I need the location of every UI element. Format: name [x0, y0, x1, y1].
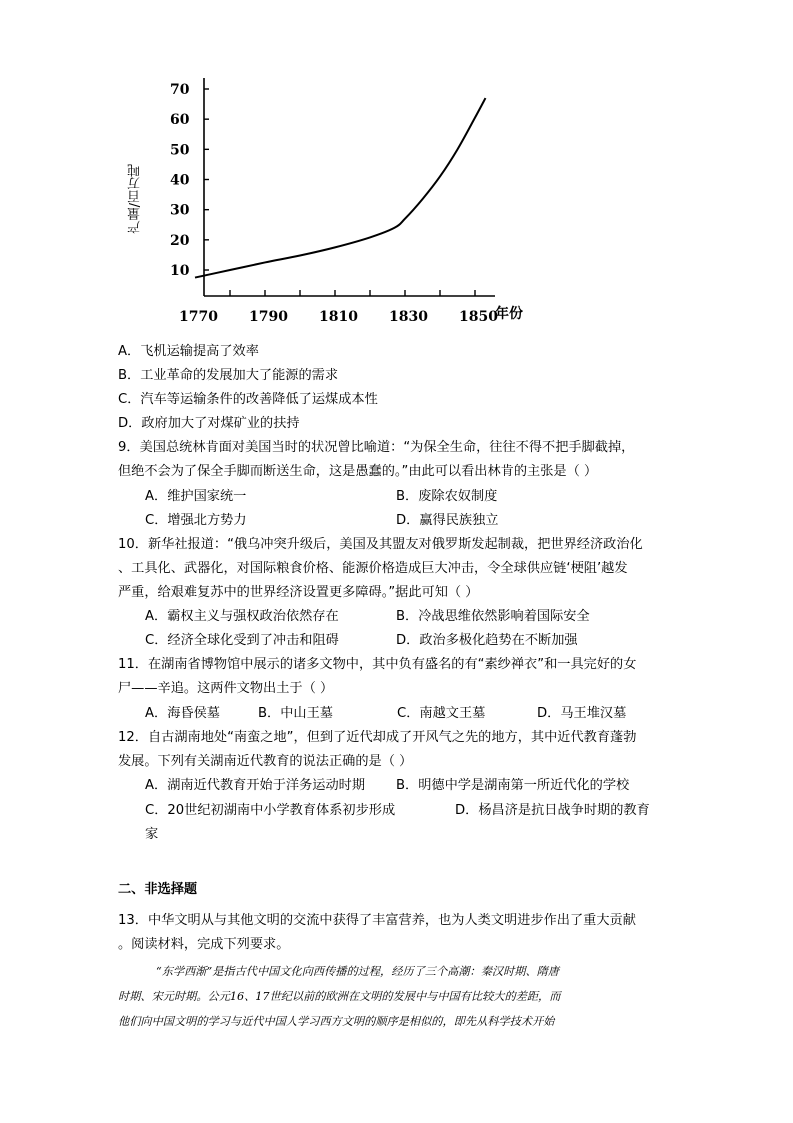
q13-stem-line-1: 13．中华文明从与其他文明的交流中获得了丰富营养，也为人类文明进步作出了重大贡献 — [118, 913, 636, 928]
q9-option-a: A．维护国家统一 — [145, 489, 247, 504]
x-axis-label: 年份 — [495, 306, 523, 322]
y-axis-label: 产量/百万吨 — [128, 164, 143, 234]
q13-stem-line-2: 。阅读材料，完成下列要求。 — [118, 937, 290, 952]
q9-stem-line-1: 9．美国总统林肯面对美国当时的状况曾比喻道：“为保全生命，往往不得不把手脚截掉， — [118, 440, 635, 455]
q10-option-a: A．霸权主义与强权政治依然存在 — [145, 609, 339, 624]
q9-option-c: C．增强北方势力 — [145, 513, 247, 528]
q12-option-a: A．湖南近代教育开始于洋务运动时期 — [145, 778, 366, 793]
x-tick-label-1830: 1830 — [389, 309, 428, 325]
y-tick-label-20: 20 — [170, 232, 190, 249]
q13-material-line-2: 时期、宋元时期。公元16、17世纪以前的欧洲在文明的发展中与中国有比较大的差距，而 — [118, 990, 561, 1003]
q12-option-c: C．20世纪初湖南中小学教育体系初步形成 — [145, 803, 396, 818]
x-tick-label-1850: 1850 — [459, 309, 498, 325]
q8-option-c: C．汽车等运输条件的改善降低了运煤成本性 — [118, 392, 378, 407]
q11-stem-line-2: 尸——辛追。这两件文物出土于（ ） — [118, 681, 334, 696]
q13-material-line-1: “东学西渐”是指古代中国文化向西传播的过程，经历了三个高潮：秦汉时期、隋唐 — [156, 965, 560, 978]
y-tick-label-70: 70 — [170, 82, 190, 98]
q12-option-b: B．明德中学是湖南第一所近代化的学校 — [396, 778, 630, 793]
q9-option-d: D．赢得民族独立 — [396, 513, 499, 528]
q10-stem-line-2: 、工具化、武器化，对国际粮食价格、能源价格造成巨大冲击，令全球供应链‘梗阻’越发 — [118, 561, 628, 576]
q10-stem-line-3: 严重，给艰难复苏中的世界经济设置更多障碍。”据此可知（ ） — [118, 585, 479, 600]
q11-option-a: A．海昏侯墓 — [145, 706, 220, 721]
y-tick-label-30: 30 — [170, 202, 190, 219]
y-tick-label-10: 10 — [170, 263, 190, 279]
q9-option-b: B．废除农奴制度 — [396, 489, 498, 504]
q13-material-line-3: 他们向中国文明的学习与近代中国人学习西方文明的顺序是相似的，即先从科学技术开始 — [118, 1015, 555, 1028]
coal-output-chart — [118, 70, 548, 330]
x-tick-label-1770: 1770 — [179, 309, 218, 325]
q11-stem-line-1: 11．在湖南省博物馆中展示的诸多文物中，其中负有盛名的有“素纱禅衣”和一具完好的女 — [118, 657, 637, 672]
q11-option-d: D．马王堆汉墓 — [537, 706, 627, 721]
q10-option-b: B．冷战思维依然影响着国际安全 — [396, 609, 590, 624]
q12-option-d: D．杨昌济是抗日战争时期的教育 — [455, 803, 650, 818]
y-tick-label-40: 40 — [170, 172, 190, 189]
chart-canvas — [118, 70, 548, 330]
q9-stem-line-2: 但绝不会为了保全手脚而断送生命，这是愚蠢的。”由此可以看出林肯的主张是（ ） — [118, 464, 598, 479]
section-heading: 二、非选择题 — [118, 882, 198, 897]
q11-option-c: C．南越文王墓 — [397, 706, 486, 721]
q12-stem-line-1: 12．自古湖南地处“南蛮之地”，但到了近代却成了开风气之先的地方，其中近代教育蓬勃 — [118, 730, 637, 745]
x-tick-label-1790: 1790 — [249, 309, 288, 325]
q12-stem-line-2: 发展。下列有关湖南近代教育的说法正确的是（ ） — [118, 754, 413, 769]
q8-option-d: D．政府加大了对煤矿业的扶持 — [118, 416, 300, 431]
y-tick-label-60: 60 — [170, 112, 190, 129]
q10-option-d: D．政治多极化趋势在不断加强 — [396, 633, 578, 648]
q8-option-a: A．飞机运输提高了效率 — [118, 344, 259, 359]
q10-option-c: C．经济全球化受到了冲击和阻碍 — [145, 633, 339, 648]
q11-option-b: B．中山王墓 — [258, 706, 333, 721]
q8-option-b: B．工业革命的发展加大了能源的需求 — [118, 368, 339, 383]
y-tick-label-50: 50 — [170, 142, 190, 159]
x-tick-label-1810: 1810 — [319, 309, 358, 325]
output-series-line — [195, 98, 486, 277]
q12-option-d-continued: 家 — [145, 827, 159, 842]
q10-stem-line-1: 10．新华社报道：“俄乌冲突升级后，美国及其盟友对俄罗斯发起制裁，把世界经济政治化 — [118, 537, 643, 552]
